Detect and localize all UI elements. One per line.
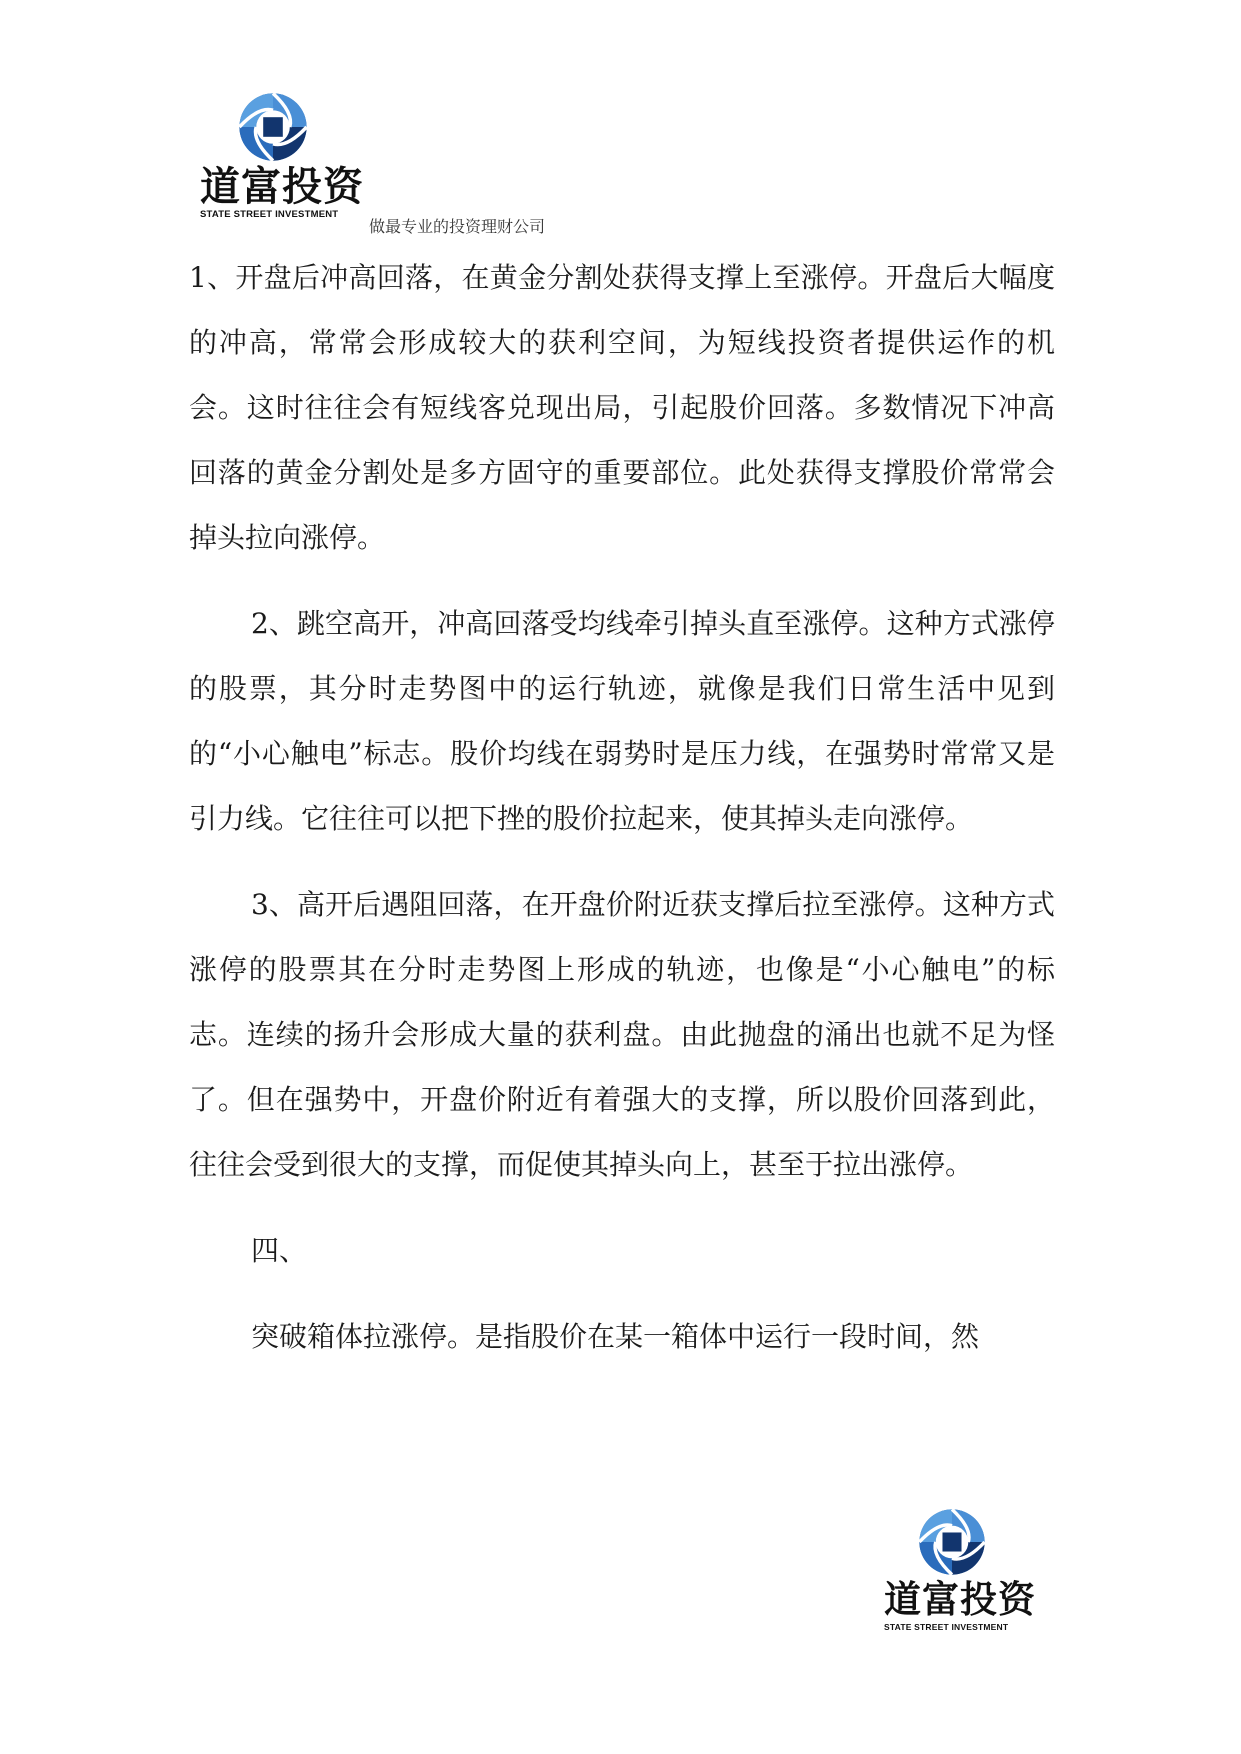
company-logo-icon <box>238 92 360 162</box>
logo-name: 道富投资 <box>884 1578 1036 1621</box>
paragraph-2: 2、跳空高开，冲高回落受均线牵引掉头直至涨停。这种方式涨停的股票，其分时走势图中的运行轨迹，就像是我们日常生活中见到的“小心触电”标志。股价均线在弱势时是压力线，在强势时常常又是引力线。它往往可以把下挫的股价拉起来，使其掉头走向涨停。 <box>189 607 1055 835</box>
header-logo <box>200 92 364 220</box>
footer-logo <box>884 1508 1034 1632</box>
company-logo-icon <box>918 1508 1034 1576</box>
slogan: 做最专业的投资理财公司 <box>369 217 546 236</box>
logo-name: 道富投资 <box>200 164 364 210</box>
paragraph-4: 突破箱体拉涨停。是指股价在某一箱体中运行一段时间，然 <box>251 1320 980 1353</box>
paragraph-3: 3、高开后遇阻回落，在开盘价附近获支撑后拉至涨停。这种方式涨停的股票其在分时走势图上形成的轨迹，也像是“小心触电”的标志。连续的扬升会形成大量的获利盘。由此抛盘的涌出也就不足为怪了。但在强势中，开盘价附近有着强大的支撑，所以股价回落到此，往往会受到很大的支撑，而促使其掉头向上，甚至于拉出涨停。 <box>189 888 1055 1181</box>
section-heading: 四、 <box>251 1234 308 1267</box>
paragraph-1: 1、开盘后冲高回落，在黄金分割处获得支撑上至涨停。开盘后大幅度的冲高，常常会形成较大的获利空间，为短线投资者提供运作的机会。这时往往会有短线客兑现出局，引起股价回落。多数情况下冲高回落的黄金分割处是多方固守的重要部位。此处获得支撑股价常常会掉头拉向涨停。 <box>189 261 1055 554</box>
document-body <box>189 245 1055 1390</box>
logo-english: STATE STREET INVESTMENT <box>884 1622 1009 1632</box>
logo-english: STATE STREET INVESTMENT <box>200 209 339 220</box>
